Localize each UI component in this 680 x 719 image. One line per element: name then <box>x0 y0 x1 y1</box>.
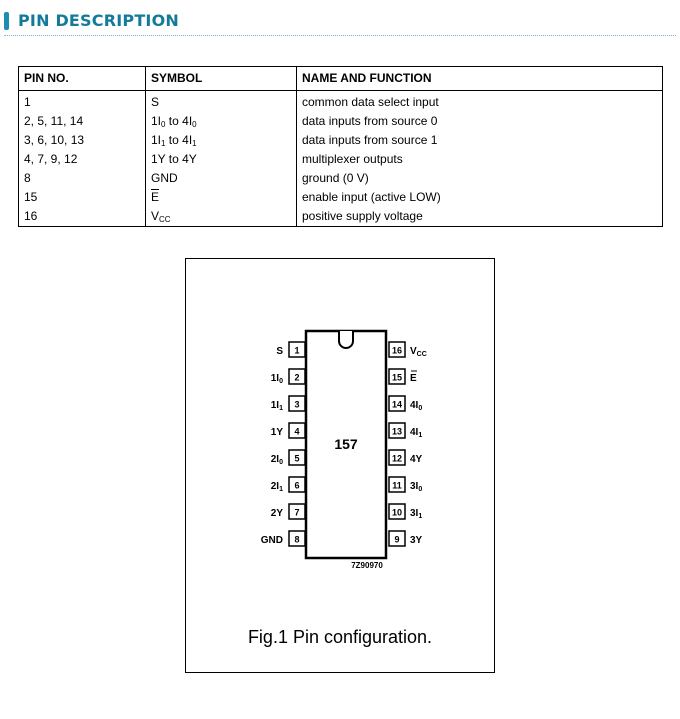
pin-label: $2I_1$ <box>270 481 283 493</box>
cell-function: data inputs from source 1 <box>297 131 663 150</box>
pin-number: 1 <box>294 345 300 356</box>
cell-symbol: $\overline{E}$ <box>146 188 297 207</box>
pin-number: 4 <box>294 426 300 437</box>
pin-number: 10 <box>391 507 403 518</box>
pin-description-table <box>18 66 663 227</box>
table-row <box>19 150 663 169</box>
pin-number: 12 <box>391 453 403 464</box>
cell-function: enable input (active LOW) <box>297 188 663 207</box>
figure-code: 7Z90970 <box>351 561 383 570</box>
cell-function: ground (0 V) <box>297 169 663 188</box>
cell-pin-no: 2, 5, 11, 14 <box>19 112 146 131</box>
pin-number: 9 <box>394 534 400 545</box>
pin <box>271 369 305 385</box>
pin <box>389 531 423 546</box>
column-header-pin-no: PIN NO. <box>19 67 146 91</box>
cell-symbol: S <box>146 91 297 113</box>
table-row <box>19 112 663 131</box>
chip-label: 157 <box>334 436 358 452</box>
cell-pin-no: 1 <box>19 91 146 113</box>
pin-label: $4I_1$ <box>410 427 423 439</box>
pinout-diagram <box>186 259 494 619</box>
cell-symbol: GND <box>146 169 297 188</box>
cell-symbol: $V_{CC}$ <box>146 207 297 227</box>
cell-pin-no: 3, 6, 10, 13 <box>19 131 146 150</box>
pin-number: 11 <box>392 480 402 491</box>
pin-label: 2Y <box>270 508 283 519</box>
pin <box>271 477 305 493</box>
header-accent-bar <box>4 12 9 30</box>
pin-label: $3I_1$ <box>410 508 423 520</box>
table-row <box>19 131 663 150</box>
cell-pin-no: 16 <box>19 207 146 227</box>
pin-label: 4Y <box>410 454 423 465</box>
pin-label: $V_{CC}$ <box>410 346 427 358</box>
pin <box>389 342 427 358</box>
pin-label: $4I_0$ <box>410 400 423 412</box>
header-divider <box>4 35 676 36</box>
table-body <box>19 91 663 227</box>
pin-number: 5 <box>294 453 300 464</box>
section-header <box>4 10 680 40</box>
cell-function: common data select input <box>297 91 663 113</box>
column-header-symbol: SYMBOL <box>146 67 297 91</box>
cell-pin-no: 15 <box>19 188 146 207</box>
table-row <box>19 207 663 227</box>
table-header-row <box>19 67 663 91</box>
pin-label: 1Y <box>270 427 283 438</box>
table-row <box>19 91 663 113</box>
cell-pin-no: 4, 7, 9, 12 <box>19 150 146 169</box>
pin-number: 13 <box>391 426 403 437</box>
cell-function: multiplexer outputs <box>297 150 663 169</box>
table-row <box>19 188 663 207</box>
pin <box>389 423 422 439</box>
cell-symbol: $1I_0$ to $4I_0$ <box>146 112 297 131</box>
figure-caption: Fig.1 Pin configuration. <box>247 627 433 647</box>
pin <box>271 504 305 519</box>
pin <box>276 342 305 357</box>
table-row <box>19 169 663 188</box>
pin-label: GND <box>260 535 283 546</box>
pin-number: 16 <box>391 345 403 356</box>
pin <box>389 369 417 384</box>
pin-label: S <box>276 346 283 357</box>
cell-pin-no: 8 <box>19 169 146 188</box>
column-header-name-function: NAME AND FUNCTION <box>297 67 663 91</box>
cell-symbol: 1Y to 4Y <box>146 150 297 169</box>
pin-number: 8 <box>294 534 300 545</box>
left-pins <box>261 342 305 546</box>
cell-function: data inputs from source 0 <box>297 112 663 131</box>
pin-label: $1I_1$ <box>270 400 283 412</box>
pin <box>271 450 305 466</box>
pin-label: 3Y <box>410 535 423 546</box>
pin-label: E <box>410 373 417 384</box>
pin <box>271 396 305 412</box>
cell-function: positive supply voltage <box>297 207 663 227</box>
pin <box>271 423 305 438</box>
pin <box>389 477 422 493</box>
pin <box>389 450 423 465</box>
pin <box>261 531 305 546</box>
pin-number: 6 <box>294 480 300 491</box>
pin-number: 2 <box>294 372 300 383</box>
section-title: PIN DESCRIPTION <box>18 11 179 30</box>
cell-symbol: $1I_1$ to $4I_1$ <box>146 131 297 150</box>
pin-label: $2I_0$ <box>270 454 283 466</box>
pin-number: 14 <box>391 399 403 410</box>
pin <box>389 396 422 412</box>
pin-configuration-figure <box>185 258 495 673</box>
pin-label: $1I_0$ <box>270 373 283 385</box>
pin <box>389 504 422 520</box>
right-pins <box>389 342 427 546</box>
pin-number: 3 <box>294 399 300 410</box>
chip-notch <box>339 331 353 348</box>
pin-number: 15 <box>391 372 403 383</box>
pin-number: 7 <box>294 507 300 518</box>
pin-label: $3I_0$ <box>410 481 423 493</box>
